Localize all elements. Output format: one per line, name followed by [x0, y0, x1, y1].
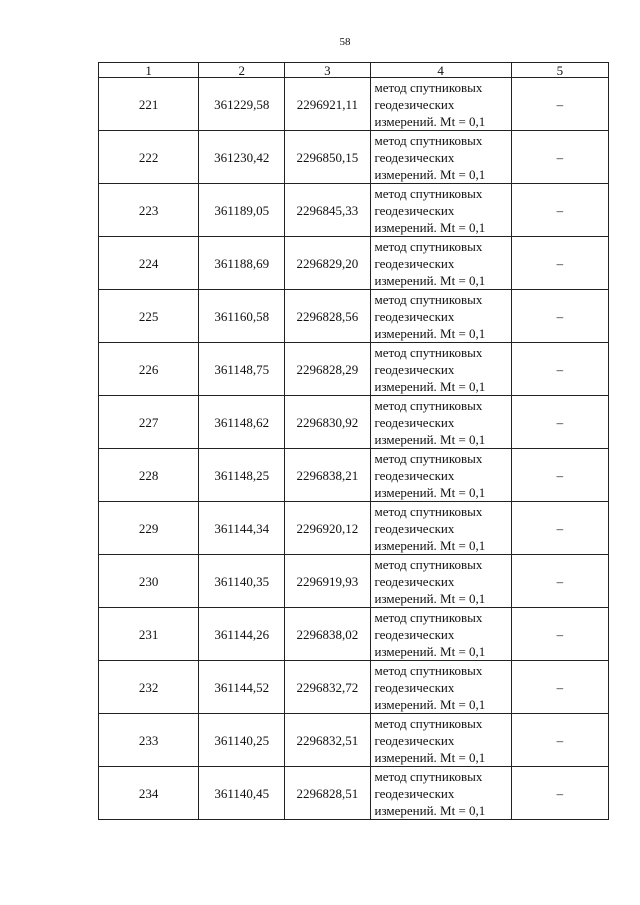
method-line: измерений. Mt = 0,1 [374, 219, 486, 235]
method-line: геодезических [374, 467, 455, 483]
note-cell: – [511, 502, 608, 555]
note-cell: – [511, 555, 608, 608]
x-coordinate-cell: 361144,34 [199, 502, 285, 555]
x-coordinate-cell: 361160,58 [199, 290, 285, 343]
point-number-cell: 228 [99, 449, 199, 502]
note-cell: – [511, 343, 608, 396]
point-number-cell: 233 [99, 714, 199, 767]
table-row [99, 555, 609, 608]
point-number-cell: 223 [99, 184, 199, 237]
column-header-1: 1 [99, 63, 199, 78]
note-cell: – [511, 608, 608, 661]
table-row [99, 714, 609, 767]
method-line: измерений. Mt = 0,1 [374, 325, 486, 341]
y-coordinate-cell: 2296829,20 [285, 237, 370, 290]
page-number: 58 [339, 36, 351, 48]
method-cell [370, 449, 511, 502]
point-number-cell: 222 [99, 131, 199, 184]
method-line: метод спутниковых [374, 503, 483, 519]
x-coordinate-cell: 361144,52 [199, 661, 285, 714]
x-coordinate-cell: 361148,25 [199, 449, 285, 502]
point-number-cell: 225 [99, 290, 199, 343]
method-line: геодезических [374, 520, 455, 536]
point-number-cell: 234 [99, 767, 199, 820]
method-cell [370, 131, 511, 184]
x-coordinate-cell: 361229,58 [199, 78, 285, 131]
x-coordinate-cell: 361188,69 [199, 237, 285, 290]
y-coordinate-cell: 2296832,72 [285, 661, 370, 714]
method-line: измерений. Mt = 0,1 [374, 696, 486, 712]
method-line: геодезических [374, 255, 455, 271]
method-line: измерений. Mt = 0,1 [374, 431, 486, 447]
table-row [99, 502, 609, 555]
note-cell: – [511, 396, 608, 449]
method-line: метод спутниковых [374, 79, 483, 95]
method-line: измерений. Mt = 0,1 [374, 749, 486, 765]
y-coordinate-cell: 2296845,33 [285, 184, 370, 237]
coordinates-table [98, 62, 609, 820]
y-coordinate-cell: 2296828,29 [285, 343, 370, 396]
y-coordinate-cell: 2296838,02 [285, 608, 370, 661]
column-header-4: 4 [370, 63, 511, 78]
point-number-cell: 221 [99, 78, 199, 131]
x-coordinate-cell: 361144,26 [199, 608, 285, 661]
table-row [99, 767, 609, 820]
column-header-3: 3 [285, 63, 370, 78]
table-row [99, 608, 609, 661]
x-coordinate-cell: 361148,75 [199, 343, 285, 396]
method-line: измерений. Mt = 0,1 [374, 378, 486, 394]
note-cell: – [511, 449, 608, 502]
method-line: измерений. Mt = 0,1 [374, 166, 486, 182]
point-number-cell: 230 [99, 555, 199, 608]
x-coordinate-cell: 361140,25 [199, 714, 285, 767]
method-line: геодезических [374, 626, 455, 642]
y-coordinate-cell: 2296919,93 [285, 555, 370, 608]
method-line: измерений. Mt = 0,1 [374, 802, 486, 818]
note-cell: – [511, 131, 608, 184]
table-row [99, 661, 609, 714]
note-cell: – [511, 661, 608, 714]
table-row [99, 343, 609, 396]
method-line: измерений. Mt = 0,1 [374, 272, 486, 288]
method-line: метод спутниковых [374, 397, 483, 413]
x-coordinate-cell: 361230,42 [199, 131, 285, 184]
table-row [99, 78, 609, 131]
point-number-cell: 231 [99, 608, 199, 661]
method-line: метод спутниковых [374, 609, 483, 625]
method-cell [370, 237, 511, 290]
table-body [99, 78, 609, 820]
point-number-cell: 229 [99, 502, 199, 555]
method-cell [370, 502, 511, 555]
table-row [99, 237, 609, 290]
y-coordinate-cell: 2296838,21 [285, 449, 370, 502]
method-cell [370, 343, 511, 396]
table-row [99, 184, 609, 237]
method-cell [370, 767, 511, 820]
x-coordinate-cell: 361148,62 [199, 396, 285, 449]
y-coordinate-cell: 2296830,92 [285, 396, 370, 449]
table-row [99, 290, 609, 343]
method-line: измерений. Mt = 0,1 [374, 113, 486, 129]
method-line: измерений. Mt = 0,1 [374, 643, 486, 659]
method-line: геодезических [374, 361, 455, 377]
method-line: геодезических [374, 679, 455, 695]
method-line: измерений. Mt = 0,1 [374, 590, 486, 606]
method-line: измерений. Mt = 0,1 [374, 537, 486, 553]
method-line: геодезических [374, 573, 455, 589]
point-number-cell: 227 [99, 396, 199, 449]
method-line: геодезических [374, 149, 455, 165]
method-line: метод спутниковых [374, 450, 483, 466]
column-header-5: 5 [511, 63, 608, 78]
column-header-2: 2 [199, 63, 285, 78]
method-line: метод спутниковых [374, 715, 483, 731]
method-line: метод спутниковых [374, 185, 483, 201]
method-cell [370, 661, 511, 714]
method-cell [370, 555, 511, 608]
y-coordinate-cell: 2296850,15 [285, 131, 370, 184]
note-cell: – [511, 78, 608, 131]
table-header-row [99, 63, 609, 78]
method-line: геодезических [374, 414, 455, 430]
note-cell: – [511, 714, 608, 767]
y-coordinate-cell: 2296832,51 [285, 714, 370, 767]
x-coordinate-cell: 361140,35 [199, 555, 285, 608]
method-line: геодезических [374, 96, 455, 112]
note-cell: – [511, 237, 608, 290]
method-line: метод спутниковых [374, 132, 483, 148]
method-cell [370, 78, 511, 131]
table-row [99, 396, 609, 449]
method-line: метод спутниковых [374, 238, 483, 254]
y-coordinate-cell: 2296920,12 [285, 502, 370, 555]
method-line: геодезических [374, 785, 455, 801]
y-coordinate-cell: 2296921,11 [285, 78, 370, 131]
method-line: метод спутниковых [374, 344, 483, 360]
note-cell: – [511, 290, 608, 343]
method-cell [370, 714, 511, 767]
table-row [99, 131, 609, 184]
method-cell [370, 184, 511, 237]
method-cell [370, 290, 511, 343]
method-line: метод спутниковых [374, 556, 483, 572]
method-line: метод спутниковых [374, 768, 483, 784]
point-number-cell: 226 [99, 343, 199, 396]
method-line: измерений. Mt = 0,1 [374, 484, 486, 500]
method-line: геодезических [374, 202, 455, 218]
table-row [99, 449, 609, 502]
point-number-cell: 224 [99, 237, 199, 290]
y-coordinate-cell: 2296828,56 [285, 290, 370, 343]
method-line: геодезических [374, 308, 455, 324]
method-line: геодезических [374, 732, 455, 748]
note-cell: – [511, 184, 608, 237]
method-cell [370, 396, 511, 449]
method-cell [370, 608, 511, 661]
note-cell: – [511, 767, 608, 820]
y-coordinate-cell: 2296828,51 [285, 767, 370, 820]
method-line: метод спутниковых [374, 662, 483, 678]
method-line: метод спутниковых [374, 291, 483, 307]
point-number-cell: 232 [99, 661, 199, 714]
x-coordinate-cell: 361189,05 [199, 184, 285, 237]
x-coordinate-cell: 361140,45 [199, 767, 285, 820]
